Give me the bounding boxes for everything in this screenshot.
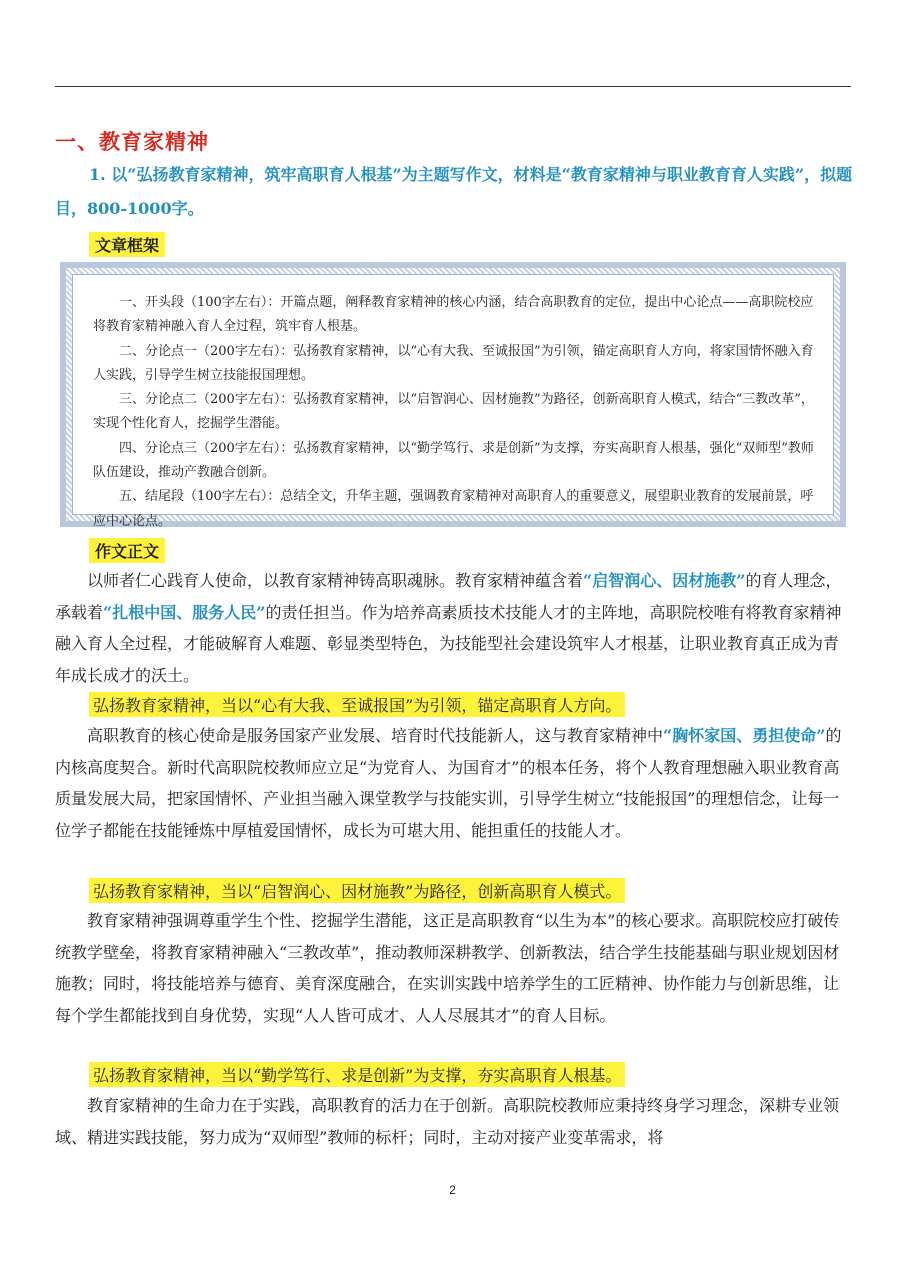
paragraph-text: 高职教育的核心使命是服务国家产业发展、培育时代技能新人，这与教育家精神中 xyxy=(87,726,664,745)
paragraph-text: 教育家精神强调尊重学生个性、挖掘学生潜能，这正是高职教育“以生为本”的核心要求。高职院校应打破传统教学壁垒，将教育家精神融入“三教改革”，推动教师深耕教学、创新教法，结合学生技能基础与职业规划因材施教；同时，将技能培养与德育、美育深度融合，在实训实践中培养学生的工匠精神、协作能力与创新思维，让每个学生都能找到自身优势，实现“人人皆可成才、人人尽展其才”的育人目标。 xyxy=(55,911,840,1025)
emphasis-text: “胸怀家国、勇担使命” xyxy=(663,726,826,745)
essay-body-label: 作文正文 xyxy=(89,538,165,563)
paragraph-text: 的育人理念，承载着 xyxy=(55,571,842,622)
framework-item: 四、分论点三（200字左右）：弘扬教育家精神，以“勤学笃行、求是创新”为支撑，夯实高职育人根基，强化“双师型”教师队伍建设，推动产教融合创新。 xyxy=(93,440,814,481)
essay-paragraph-3 xyxy=(55,905,853,1031)
framework-item: 三、分论点二（200字左右）：弘扬教育家精神，以“启智润心、因材施教”为路径，创新高职育人模式，结合“三教改革”，实现个性化育人，挖掘学生潜能。 xyxy=(93,392,814,432)
section-title: 一、教育家精神 xyxy=(55,129,209,154)
paragraph-text: 以师者仁心践育人使命，以教育家精神铸高职魂脉。教育家精神蕴含着 xyxy=(87,571,584,590)
sub-point-2: 弘扬教育家精神，当以“启智润心、因材施教”为路径，创新高职育人模式。 xyxy=(89,878,625,903)
essay-paragraph-4 xyxy=(55,1090,853,1153)
paragraph-text: 的内核高度契合。新时代高职院校教师应立足“为党育人、为国育才”的根本任务，将个人教育理想融入职业教育高质量发展大局，把家国情怀、产业担当融入课堂教学与技能实训，引导学生树立“技能报国”的理想信念，让每一位学子都能在技能锤炼中厚植爱国情怀，成长为可堪大用、能担重任的技能人才。 xyxy=(55,726,842,840)
framework-item: 一、开头段（100字左右）：开篇点题，阐释教育家精神的核心内涵，结合高职教育的定位，提出中心论点——高职院校应将教育家精神融入育人全过程，筑牢育人根基。 xyxy=(93,295,814,335)
emphasis-text: “启智润心、因材施教” xyxy=(583,571,746,590)
framework-item: 二、分论点一（200字左右）：弘扬教育家精神，以“心有大我、至诚报国”为引领，锚定高职育人方向，将家国情怀融入育人实践，引导学生树立技能报国理想。 xyxy=(93,343,814,383)
framework-label: 文章框架 xyxy=(89,232,165,257)
framework-list xyxy=(93,291,815,534)
sub-point-3: 弘扬教育家精神，当以“勤学笃行、求是创新”为支撑，夯实高职育人根基。 xyxy=(89,1062,625,1087)
framework-box-inner xyxy=(72,274,834,529)
framework-box xyxy=(60,262,846,527)
header-rule xyxy=(55,86,851,87)
essay-paragraph-2 xyxy=(55,720,853,846)
essay-task-prompt: 1. 以“弘扬教育家精神，筑牢高职育人根基”为主题写作文，材料是“教育家精神与职业教育育人实践”，拟题目，800-1000字。 xyxy=(55,165,853,218)
essay-paragraph-1 xyxy=(55,565,853,691)
paragraph-text: 的责任担当。作为培养高素质技术技能人才的主阵地，高职院校唯有将教育家精神融入育人全过程，才能破解育人难题、彰显类型特色，为技能型社会建设筑牢人才根基，让职业教育真正成为青年成长成才的沃土。 xyxy=(55,602,842,685)
page-number: 2 xyxy=(449,1183,456,1197)
sub-point-1: 弘扬教育家精神，当以“心有大我、至诚报国”为引领，锚定高职育人方向。 xyxy=(89,692,625,717)
emphasis-text: “扎根中国、服务人民” xyxy=(103,602,266,622)
framework-item: 五、结尾段（100字左右）：总结全文，升华主题，强调教育家精神对高职育人的重要意义，展望职业教育的发展前景，呼应中心论点。 xyxy=(93,489,814,529)
paragraph-text: 教育家精神的生命力在于实践，高职教育的活力在于创新。高职院校教师应秉持终身学习理念，深耕专业领域、精进实践技能，努力成为“双师型”教师的标杆；同时，主动对接产业变革需求，将 xyxy=(55,1096,840,1147)
